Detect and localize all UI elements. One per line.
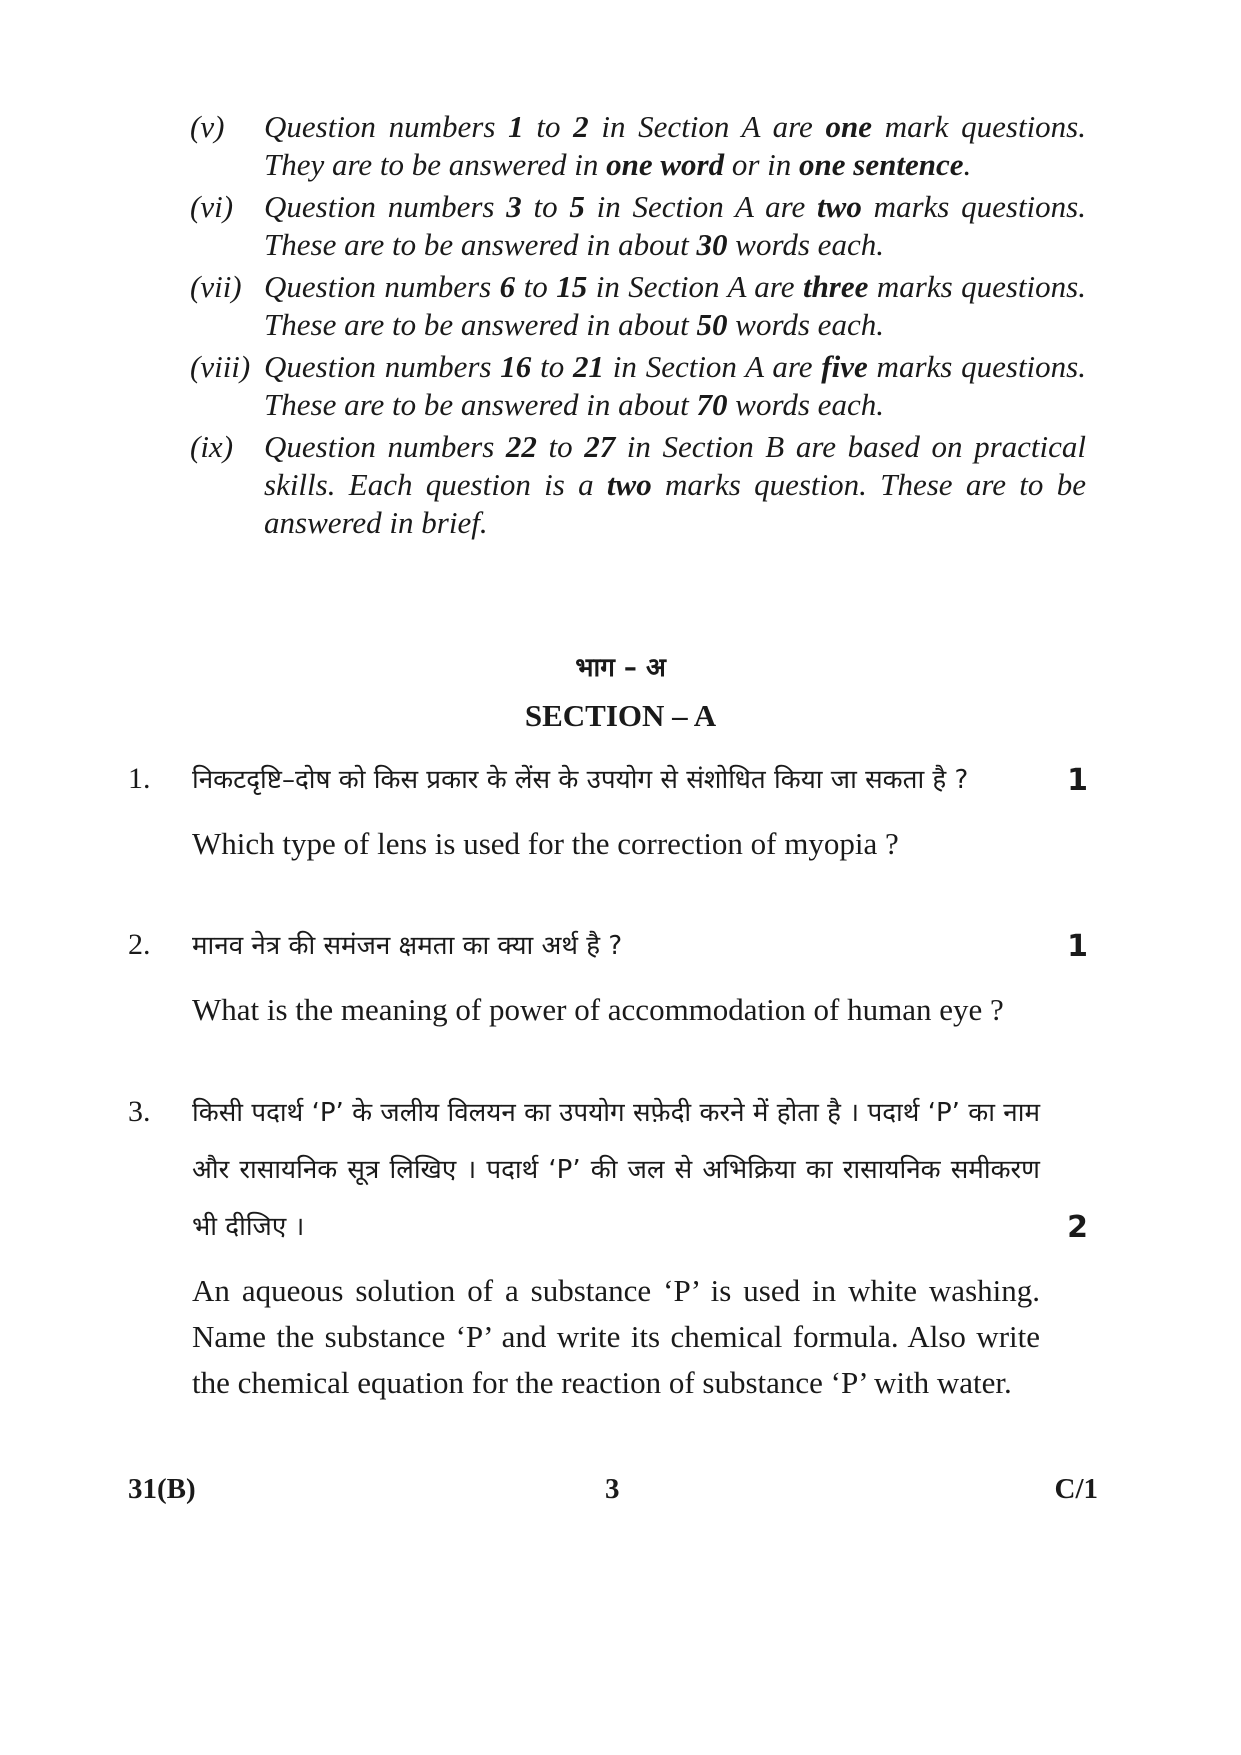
section-heading-hindi: भाग – अ <box>575 653 666 683</box>
question-marks: 1 <box>1067 763 1088 798</box>
instruction-item <box>190 188 1086 264</box>
question-hindi-text: मानव नेत्र की समंजन क्षमता का क्या अर्थ है ? <box>192 931 623 961</box>
instruction-number: (v) <box>190 109 225 144</box>
instruction-item <box>190 268 1086 344</box>
instruction-number: (vi) <box>190 189 234 224</box>
instruction-number: (vii) <box>190 269 242 304</box>
question-hindi-text: किसी पदार्थ ‘P’ के जलीय विलयन का उपयोग सफ़ेदी करने में होता है । पदार्थ ‘P’ का नाम और रासायनिक सूत्र लिखिए । पदार्थ ‘P’ की जल से अभिक्रिया का रासायनिक समीकरण भी दीजिए । <box>192 1098 1040 1242</box>
instruction-number: (ix) <box>190 429 234 464</box>
question-hindi-text: निकटदृष्टि–दोष को किस प्रकार के लेंस के उपयोग से संशोधित किया जा सकता है ? <box>192 765 969 795</box>
instruction-text: Question numbers 6 to 15 in Section A are three marks questions. These are to be answered in about 50 words each. <box>264 269 1086 342</box>
instruction-text: Question numbers 16 to 21 in Section A are five marks questions. These are to be answered in about 70 words each. <box>264 349 1086 422</box>
question-number: 1. <box>128 762 151 795</box>
question-text-english: Which type of lens is used for the correction of myopia ? <box>192 826 899 861</box>
question-number: 3. <box>128 1095 151 1128</box>
paper-code: 31(B) <box>128 1473 196 1505</box>
general-instructions <box>190 108 1086 546</box>
question-text-hindi <box>192 752 1088 809</box>
section-heading-english: SECTION – A <box>524 698 717 733</box>
question-text-hindi <box>192 918 1088 975</box>
question-marks: 1 <box>1067 929 1088 964</box>
instruction-text: Question numbers 3 to 5 in Section A are two marks questions. These are to be answered in about 30 words each. <box>264 189 1086 262</box>
instruction-item <box>190 108 1086 184</box>
question-marks: 2 <box>1067 1210 1088 1245</box>
instruction-item <box>190 348 1086 424</box>
question-text-english: What is the meaning of power of accommodation of human eye ? <box>192 992 1004 1027</box>
question-text-english: An aqueous solution of a substance ‘P’ is used in white washing. Name the substance ‘P’ and write its chemical formula. Also write the chemical equation for the reaction of substance ‘P’ with water. <box>192 1273 1040 1400</box>
question-number: 2. <box>128 928 151 961</box>
instruction-text: Question numbers 1 to 2 in Section A are one mark questions. They are to be answered in one word or in one sentence. <box>264 109 1086 182</box>
page-number: 3 <box>605 1473 620 1505</box>
instruction-text: Question numbers 22 to 27 in Section B are based on practical skills. Each question is a two marks question. These are to be answered in brief. <box>264 429 1086 540</box>
set-code: C/1 <box>1054 1473 1098 1505</box>
question-text-hindi <box>192 1085 1088 1256</box>
instruction-item <box>190 428 1086 542</box>
instruction-number: (viii) <box>190 349 251 384</box>
